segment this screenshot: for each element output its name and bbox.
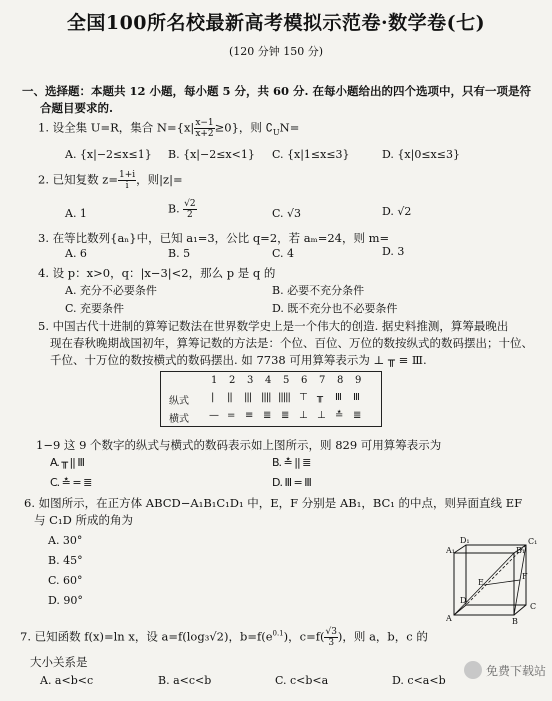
- cube-label: B: [512, 617, 518, 625]
- rod-vertical-cell: ⊤: [299, 392, 307, 403]
- cube-label: E: [478, 578, 484, 587]
- rod-vertical-cell: |||||: [278, 392, 290, 403]
- rod-header-cell: 1: [211, 375, 218, 386]
- q1-stem-end: ≥0}，则 ∁: [214, 120, 273, 135]
- q7-option-a: A. a<b<c: [40, 674, 94, 687]
- q2-option-b-denominator: 2: [186, 210, 193, 220]
- q6-option-d: D. 90°: [48, 594, 83, 607]
- rod-vertical-cell: ||||: [261, 392, 271, 403]
- q6-option-c: C. 60°: [48, 574, 83, 587]
- q5-option-a: A. ╥ || Ⅲ: [50, 456, 84, 469]
- rod-header-cell: 5: [283, 375, 290, 386]
- q7-frac-numerator: √3: [325, 627, 337, 637]
- q1-stem-sub: U: [272, 127, 280, 137]
- rod-horizontal-cell: =: [227, 410, 235, 421]
- cube-diagram: [446, 535, 546, 625]
- watermark: [464, 661, 546, 679]
- q1-option-c: C. {x|1≤x≤3}: [272, 148, 350, 161]
- q1-option-b: B. {x|−2≤x<1}: [168, 148, 255, 161]
- q1-option-d: D. {x|0≤x≤3}: [382, 148, 460, 161]
- rod-vertical-cell: ╥: [317, 392, 323, 403]
- q3-option-d: D. 3: [382, 245, 405, 258]
- q7-fraction: [324, 627, 337, 648]
- rod-header-cell: 6: [301, 375, 308, 386]
- question-3: 3. 在等比数列{aₙ}中，已知 a₁=3，公比 q=2，若 aₘ=24，则 m=: [38, 231, 390, 245]
- q1-option-a: A. {x|−2≤x≤1}: [65, 148, 152, 161]
- rod-horizontal-cell: ≣: [263, 410, 271, 421]
- q6-option-a: A. 30°: [48, 534, 83, 547]
- q1-frac-numerator: x−1: [195, 118, 214, 128]
- q7-stem-b: )，c=f(: [283, 629, 325, 644]
- cube-label: D: [460, 596, 467, 605]
- rod-row-label: 纵式: [169, 396, 189, 407]
- rod-header-cell: 3: [247, 375, 254, 386]
- q7-stem-c: )，则 a，b，c 的: [337, 629, 428, 644]
- q1-fraction: [194, 118, 214, 139]
- rod-horizontal-cell: ≡: [245, 410, 253, 421]
- rod-vertical-cell: |: [211, 392, 214, 403]
- rod-row-label: 横式: [169, 414, 189, 425]
- q4-option-c: C. 充要条件: [65, 302, 125, 315]
- q2-option-b: [168, 199, 197, 220]
- rod-vertical-cell: Ⅲ: [353, 392, 359, 403]
- q2-option-a: A. 1: [65, 207, 87, 220]
- rod-horizontal-cell: ⊥: [299, 410, 307, 421]
- rod-horizontal-cell: ≛: [335, 410, 343, 421]
- cube-label: D₁: [460, 536, 470, 545]
- watermark-text: 免费下载站: [485, 663, 546, 678]
- q2-frac-denominator: i: [125, 181, 129, 191]
- question-5-line3: 千位、十万位的数按横式的数码摆出. 如 7738 可用算筹表示为 ⊥ ╥ ≡ Ⅲ.: [50, 353, 427, 367]
- rod-header-cell: 7: [319, 375, 326, 386]
- q2-fraction: [118, 170, 136, 191]
- q2-option-d: D. √2: [382, 205, 412, 218]
- section-heading-line2: 合题目要求的.: [40, 101, 114, 115]
- question-5-line1: 5. 中国古代十进制的算筹记数法在世界数学史上是一个伟大的创造. 据史料推测，算筹最晚出: [38, 319, 509, 333]
- rod-horizontal-cell: —: [209, 410, 218, 421]
- counting-rod-table: [160, 371, 382, 427]
- q5-option-b: B. ≛ || ≣: [272, 456, 311, 469]
- q2-option-c: C. √3: [272, 207, 302, 220]
- q3-option-b: B. 5: [168, 247, 191, 260]
- wechat-icon: [464, 661, 482, 679]
- q1-stem: 1. 设全集 U=R，集合 N={x|: [38, 120, 195, 135]
- q4-option-a: A. 充分不必要条件: [65, 284, 157, 297]
- question-7: [20, 627, 428, 648]
- q2-stem: 2. 已知复数 z=: [38, 172, 118, 187]
- q7-option-d: D. c<a<b: [392, 674, 446, 687]
- rod-vertical-cell: |||: [244, 392, 252, 403]
- q3-option-a: A. 6: [65, 247, 87, 260]
- cube-label: B₁: [516, 546, 526, 555]
- q2-frac-numerator: 1+i: [118, 170, 136, 180]
- rod-vertical-cell: Ⅲ: [335, 392, 341, 403]
- cube-label: C₁: [528, 537, 538, 546]
- q2-option-b-fraction: [183, 199, 196, 220]
- question-4: 4. 设 p：x>0，q：|x−3|<2，那么 p 是 q 的: [38, 266, 276, 280]
- section-heading-line1: 一、选择题：本题共 12 小题，每小题 5 分，共 60 分. 在每小题给出的四个选项中，只有一项是符: [22, 84, 532, 98]
- cube-label: C: [530, 602, 537, 611]
- rod-horizontal-cell: ⊥: [317, 410, 325, 421]
- q7-stem-a: 7. 已知函数 f(x)=ln x，设 a=f(log₃√2)，b=f(e: [20, 629, 273, 644]
- q3-option-c: C. 4: [272, 247, 295, 260]
- rod-header-cell: 2: [229, 375, 236, 386]
- question-7-line2: 大小关系是: [30, 655, 88, 669]
- cube-label: A: [446, 614, 452, 623]
- cube-label: F: [522, 572, 528, 581]
- question-5-line2: 现在春秋晚期战国初年，算筹记数的方法是：个位、百位、万位的数按纵式的数码摆出；十位、: [50, 336, 533, 350]
- q7-stem-sup: 0.1: [272, 629, 284, 638]
- q4-option-d: D. 既不充分也不必要条件: [272, 302, 398, 315]
- q7-option-c: C. c<b<a: [275, 674, 329, 687]
- question-2: [38, 170, 183, 191]
- exam-title: 全国100所名校最新高考模拟示范卷·数学卷(七): [66, 12, 486, 34]
- q4-option-b: B. 必要不充分条件: [272, 284, 365, 297]
- question-1: [38, 118, 299, 139]
- question-5-after: 1−9 这 9 个数字的纵式与横式的数码表示如上图所示，则 829 可用算筹表示为: [36, 438, 442, 452]
- rod-vertical-cell: ||: [227, 392, 232, 403]
- q7-option-b: B. a<c<b: [158, 674, 212, 687]
- rod-header-cell: 4: [265, 375, 272, 386]
- q7-frac-denominator: 3: [328, 638, 335, 648]
- q2-stem-end: ，则|z|=: [136, 172, 183, 187]
- rod-horizontal-cell: ≣: [353, 410, 361, 421]
- rod-header-cell: 9: [355, 375, 362, 386]
- q2-option-b-label: B.: [168, 202, 180, 216]
- q1-frac-denominator: x+2: [195, 129, 214, 139]
- q1-stem-tail: N=: [279, 120, 300, 135]
- question-6-line2: 与 C₁D 所成的角为: [34, 513, 133, 527]
- exam-subtitle: (120 分钟 150 分): [228, 45, 324, 58]
- q5-option-d: D. Ⅲ = Ⅲ: [272, 476, 311, 489]
- rod-header-cell: 8: [337, 375, 344, 386]
- q5-option-c: C. ≛ = ≣: [50, 476, 92, 489]
- question-6-line1: 6. 如图所示，在正方体 ABCD−A₁B₁C₁D₁ 中，E，F 分别是 AB₁，BC₁ 的中点，则异面直线 EF: [24, 496, 523, 510]
- q2-option-b-numerator: √2: [184, 199, 196, 209]
- q6-option-b: B. 45°: [48, 554, 83, 567]
- rod-horizontal-cell: ≣: [281, 410, 289, 421]
- cube-label: A₁: [446, 546, 455, 555]
